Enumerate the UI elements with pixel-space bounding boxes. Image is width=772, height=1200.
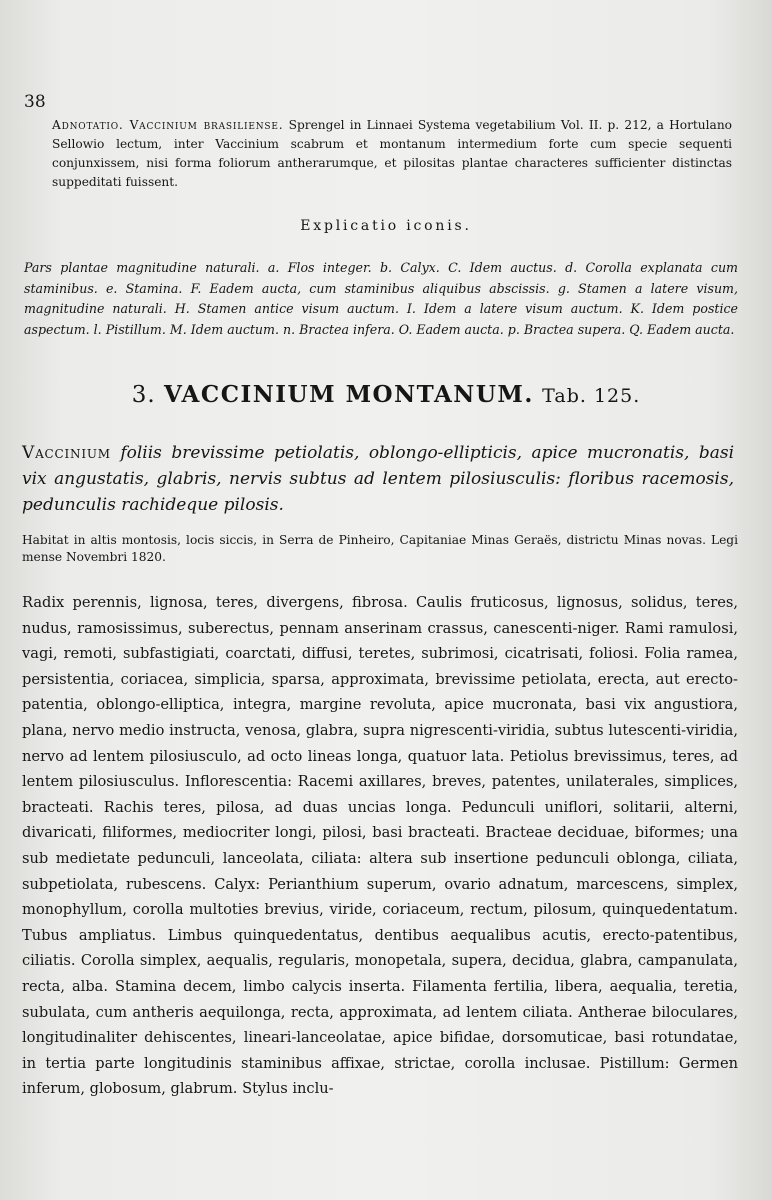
species-name: VACCINIUM MONTANUM. (164, 381, 534, 408)
species-heading (0, 381, 772, 408)
diagnosis-genus: Vaccinium (22, 443, 111, 463)
annotation-lead: Adnotatio. Vaccinium brasiliense. (52, 118, 284, 132)
plate-reference: Tab. 125. (542, 385, 641, 407)
diagnosis-text: foliis brevissime petiolatis, oblongo-ellipticis, apice mucronatis, basi vix angustatis, glabris, nervis subtus ad lentem pilosiusculis: floribus racemosis, pedunculis rachideque pilosis. (22, 443, 735, 515)
section-title-explicatio: Explicatio iconis. (300, 218, 472, 234)
habitat-paragraph: Habitat in altis montosis, locis siccis, in Serra de Pinheiro, Capitaniae Minas Geraës, districtu Minas novas. Legi mense Novembri 1820. (22, 533, 738, 564)
annotation-paragraph (52, 116, 732, 192)
figure-explanation: Pars plantae magnitudine naturali. a. Flos integer. b. Calyx. C. Idem auctus. d. Corolla explanata cum staminibus. e. Stamina. F. Eadem aucta, cum staminibus aliquibus abscissis. g. Stamen a latere visum, magnitudine naturali. H. Stamen antice visum auctum. I. Idem a latere visum auctum. K. Idem postice aspectum. l. Pistillum. M. Idem auctum. n. Bractea infera. O. Eadem aucta. p. Bractea supera. Q. Eadem aucta. (24, 260, 738, 337)
species-number: 3. (131, 382, 156, 408)
species-diagnosis (22, 440, 734, 518)
annotation-text: Sprengel in Linnaei Systema vegetabilium Vol. II. p. 212, a Hortulano Sellowio lectum, inter Vaccinium scabrum et montanum intermedium forte cum specie sequenti conjunxissem, nisi forma foliorum antherarumque, et pilositas plantae characteres sufficienter distinctas suppeditati fuissent. (52, 118, 733, 189)
page-number: 38 (24, 92, 46, 112)
description-paragraph: Radix perennis, lignosa, teres, divergens, fibrosa. Caulis fruticosus, lignosus, solidus, teres, nudus, ramosissimus, suberectus, pennam anserinam crassus, canescenti-niger. Rami ramulosi, vagi, remoti, subfastigiati, coarctati, diffusi, teretes, subrimosi, cicatrisati, foliosi. Folia ramea, persistentia, coriacea, simplicia, sparsa, approximata, brevissime petiolata, erecta, aut erecto-patentia, oblongo-elliptica, integra, margine revoluta, apice mucronata, basi vix angustiora, plana, nervo medio instructa, venosa, glabra, supra nigrescenti-viridia, subtus lutescenti-viridia, nervo ad lentem pilosiusculo, ad octo lineas longa, quatuor lata. Petiolus brevissimus, teres, ad lentem pilosiusculus. Inflorescentia: Racemi axillares, breves, patentes, unilaterales, simplices, bracteati. Rachis teres, pilosa, ad duas uncias longa. Pedunculi uniflori, solitarii, alterni, divaricati, filiformes, mediocriter longi, pilosi, basi bracteati. Bracteae deciduae, biformes; una sub medietate pedunculi, lanceolata, ciliata: altera sub insertione pedunculi oblonga, ciliata, subpetiolata, rubescens. Calyx: Perianthium superum, ovario adnatum, marcescens, simplex, monophyllum, corolla multoties brevius, viride, coriaceum, rectum, pilosum, quinquedentatum. Tubus ampliatus. Limbus quinquedentatus, dentibus aequalibus acutis, erecto-patentibus, ciliatis. Corolla simplex, aequalis, regularis, monopetala, supera, decidua, glabra, campanulata, recta, alba. Stamina decem, limbo calycis inserta. Filamenta fertilia, libera, aequalia, teretia, subulata, cum antheris aequilonga, recta, approximata, ad lentem ciliata. Antherae biloculares, longitudinaliter dehiscentes, lineari-lanceolatae, apice bifidae, dorsomuticae, basi rotundatae, in tertia parte longitudinis staminibus affixae, strictae, corolla inclusae. Pistillum: Germen inferum, globosum, glabrum. Stylus inclu- (22, 594, 738, 1098)
